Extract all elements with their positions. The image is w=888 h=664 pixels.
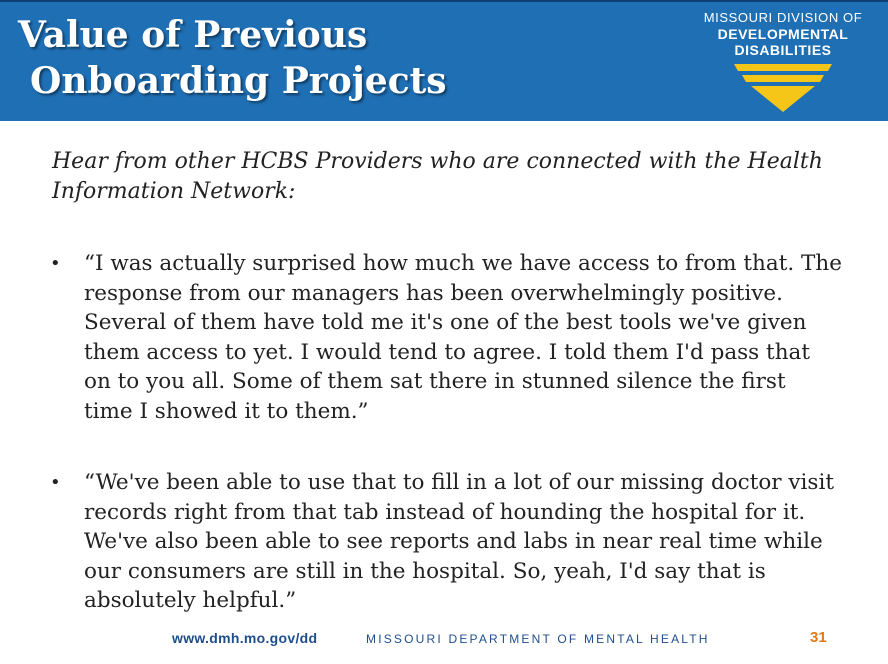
intro-line-2: Information Network: [52, 179, 296, 204]
logo-line-1: MISSOURI DIVISION OF [703, 10, 863, 25]
footer-department: MISSOURI DEPARTMENT OF MENTAL HEALTH [366, 632, 710, 646]
quote-1 [84, 249, 844, 427]
quote-line: absolutely helpful.” [84, 588, 297, 614]
page-number: 31 [810, 629, 827, 646]
quote-line: time I showed it to them.” [84, 398, 369, 424]
intro-line-1: Hear from other HCBS Providers who are connected with the Health [52, 149, 823, 174]
logo-line-2: DEVELOPMENTAL [717, 26, 849, 42]
quote-line: “I was actually surprised how much we have access to from that. The [84, 251, 842, 276]
bullet-marker: • [50, 253, 61, 274]
quote-line: our consumers are still in the hospital. So, yeah, I'd say that is [84, 558, 766, 584]
bullet-marker: • [50, 472, 61, 493]
quote-2 [84, 468, 844, 616]
logo-line-3: DISABILITIES [734, 42, 832, 58]
chevron-logo-icon [734, 64, 832, 114]
slide-header [0, 0, 888, 121]
intro-text [52, 147, 852, 207]
quote-line: on to you all. Some of them sat there in stunned silence the first [84, 369, 786, 395]
quote-line: response from our managers has been overwhelmingly positive. [84, 280, 783, 306]
footer-url: www.dmh.mo.gov/dd [172, 630, 318, 646]
quote-line: them access to yet. I would tend to agree. I told them I'd pass that [84, 339, 810, 365]
title-line-1: Value of Previous [18, 14, 368, 56]
slide-title [18, 12, 447, 104]
quote-line: records right from that tab instead of hounding the hospital for it. [84, 499, 806, 525]
quote-line: “We've been able to use that to fill in a lot of our missing doctor visit [84, 470, 834, 495]
division-logo [690, 10, 876, 116]
quote-line: We've also been able to see reports and labs in near real time while [84, 529, 823, 555]
title-line-2: Onboarding Projects [30, 60, 447, 102]
quote-line: Several of them have told me it's one of the best tools we've given [84, 310, 807, 336]
